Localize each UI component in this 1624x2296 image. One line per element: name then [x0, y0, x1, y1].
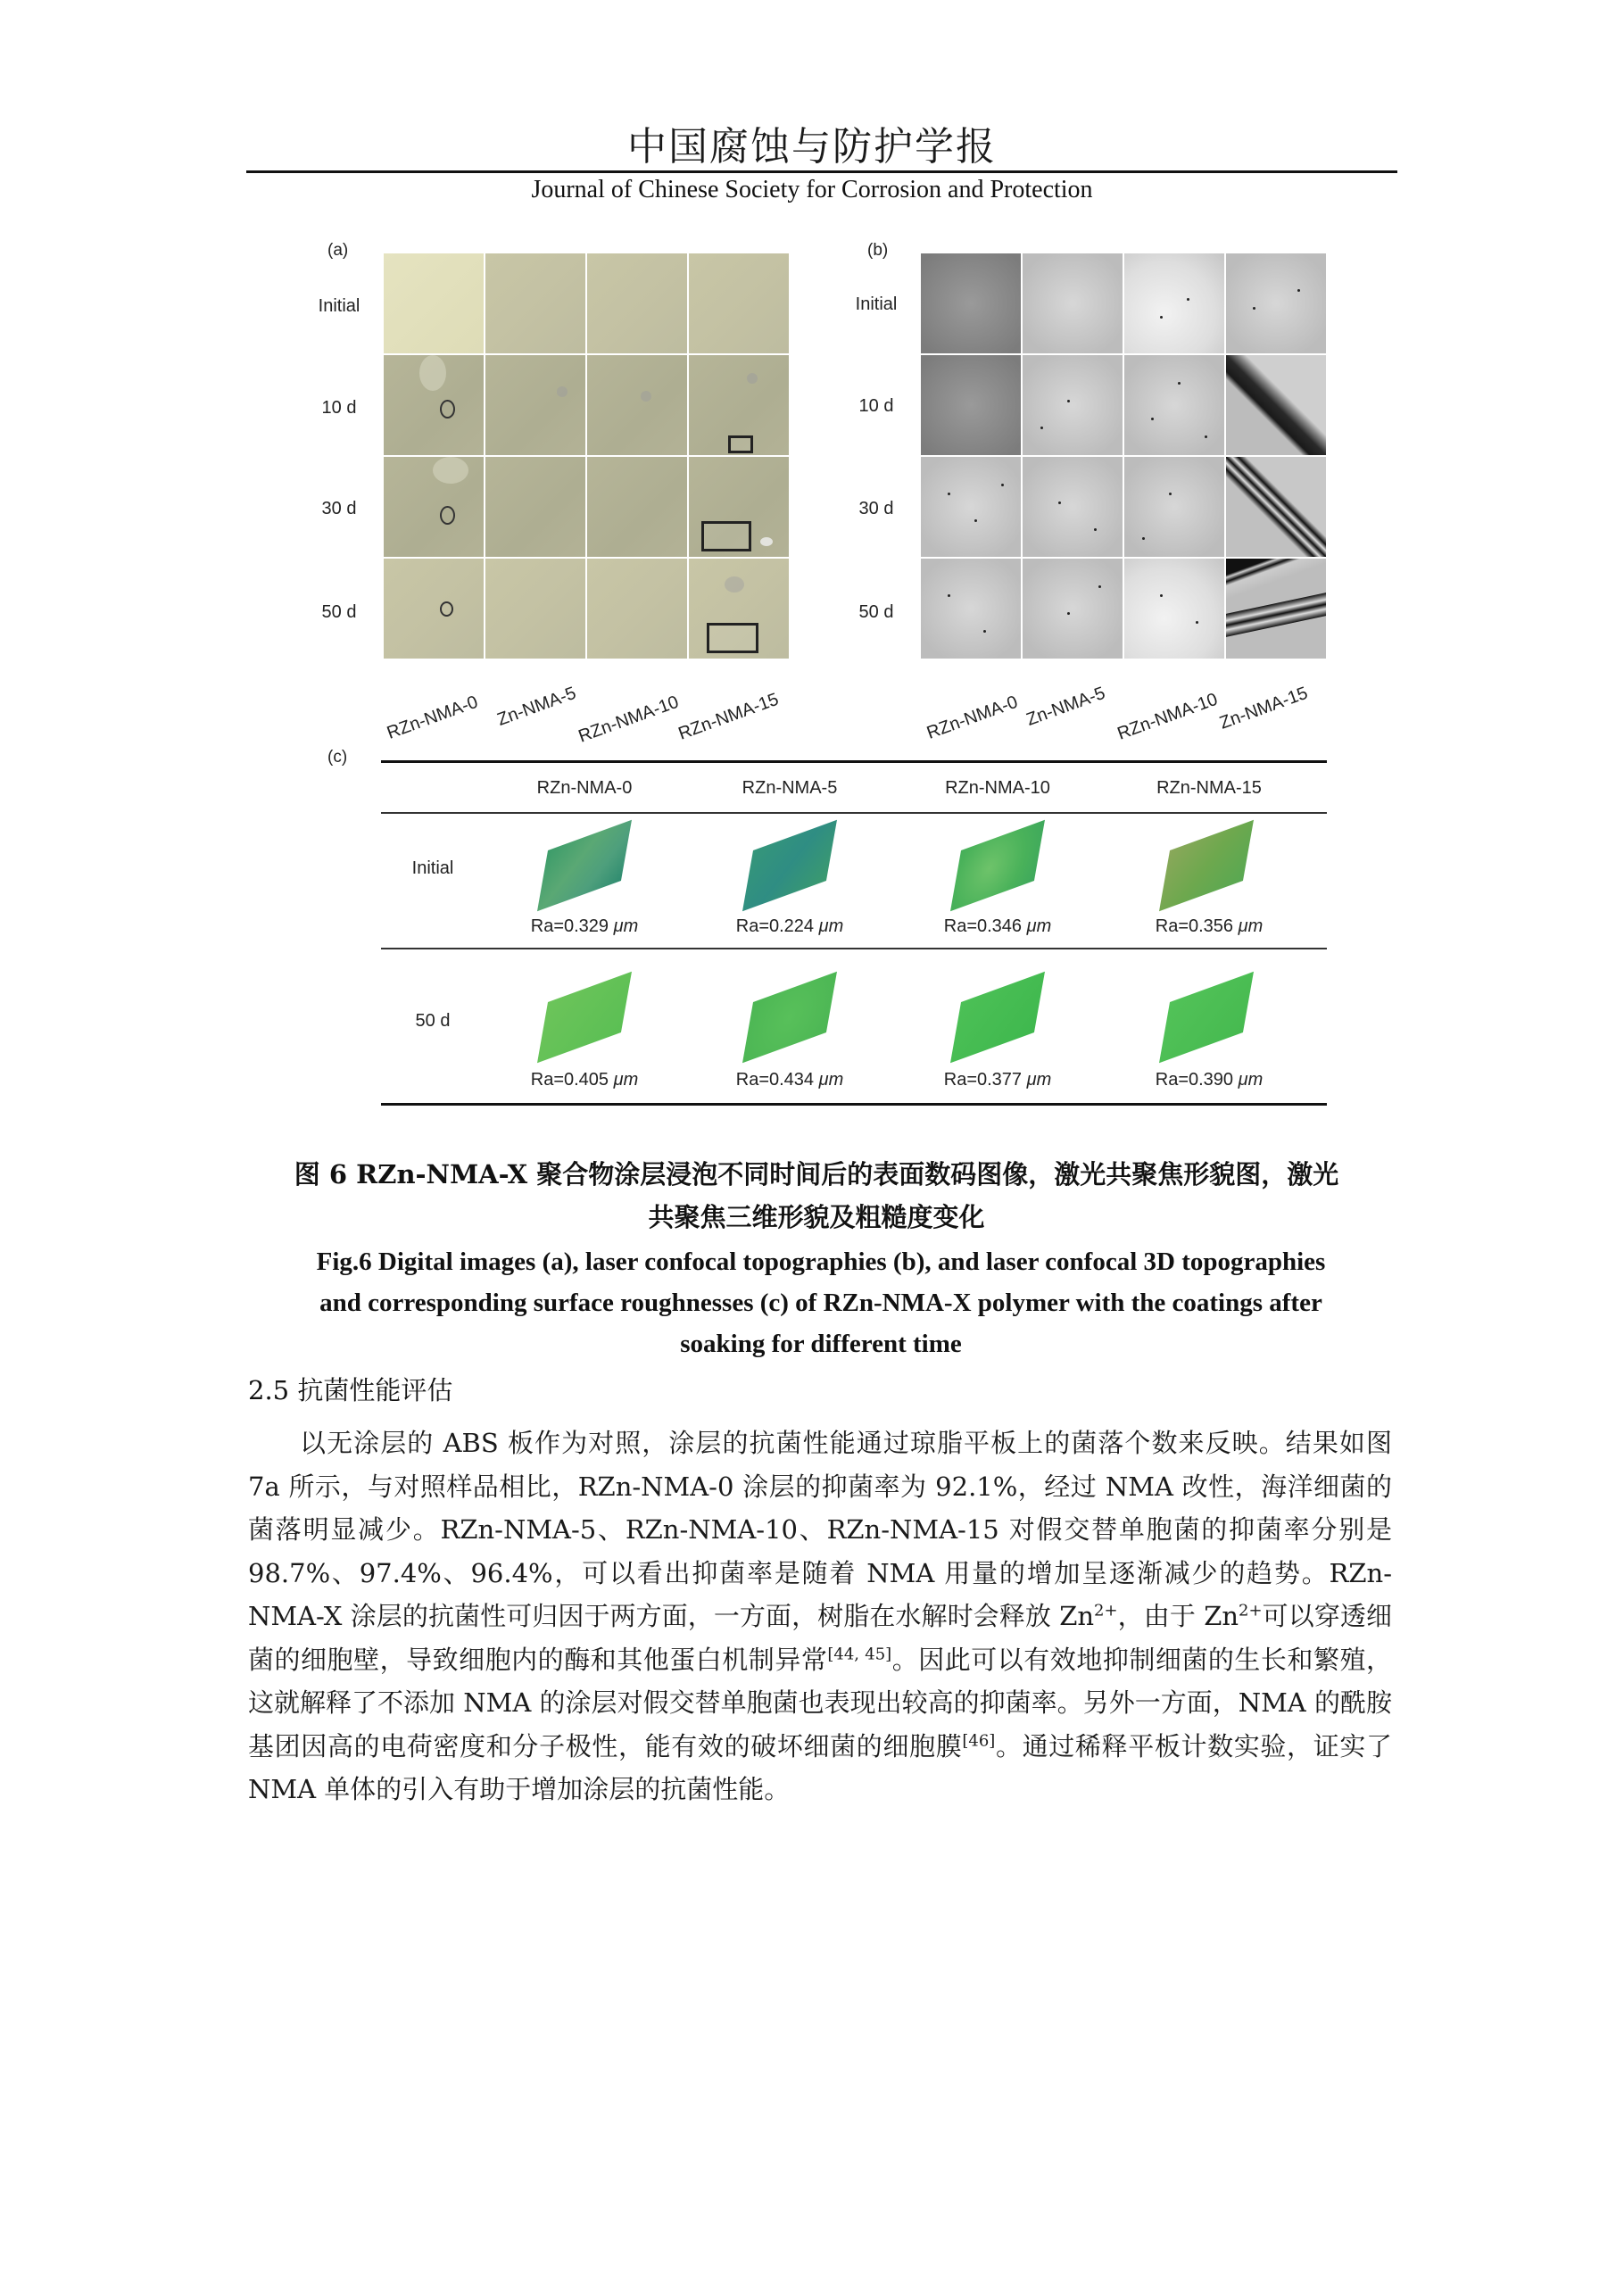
journal-title-en: Journal of Chinese Society for Corrosion and Protection [531, 176, 1093, 203]
panel-a-grid [384, 253, 790, 660]
table-col-header: RZn-NMA-10 [945, 778, 1050, 798]
3d-topography [504, 982, 665, 1071]
3d-topography [709, 830, 870, 919]
figure-caption-cn: 共聚焦三维形貌及粗糙度变化 [648, 1202, 985, 1232]
photo-tile [689, 253, 789, 353]
panel-a-col-label: RZn-NMA-15 [675, 689, 782, 744]
panel-b-row-label: Initial [855, 294, 898, 314]
panel-b-col-label: RZn-NMA-10 [1114, 689, 1221, 744]
figure-caption-en: soaking for different time [680, 1330, 962, 1358]
panel-a-label: (a) [327, 241, 349, 260]
roughness-value: Ra=0.329 μm [530, 916, 639, 936]
panel-a-col-label: RZn-NMA-0 [384, 692, 481, 743]
table-row-label: Initial [411, 858, 454, 878]
photo-tile [689, 559, 789, 659]
defect-box [701, 521, 751, 551]
defect-box [707, 623, 758, 653]
photo-tile [384, 559, 484, 659]
photo-tile [485, 559, 585, 659]
photo-tile [485, 457, 585, 557]
3d-topography [504, 830, 665, 919]
table-row-label: 50 d [415, 1011, 451, 1031]
photo-tile [587, 457, 687, 557]
citation[interactable]: [46] [962, 1730, 996, 1750]
3d-topography [709, 982, 870, 1071]
roughness-value: Ra=0.434 μm [735, 1070, 844, 1090]
body-paragraph: 以无涂层的 ABS 板作为对照，涂层的抗菌性能通过琼脂平板上的菌落个数来反映。结果如图 7a 所示，与对照样品相比，RZn-NMA-0 涂层的抑菌率为 92.1%，经过 NMA 改性，海洋细菌的菌落明显减少。RZn-NMA-5、RZn-NMA-10、RZn-NMA-15 对假交替单胞菌的抑菌率分别是 98.7%、97.4%、96.4%，可以看出抑菌率是随着 NMA 用量的增加呈逐渐减少的趋势。RZn-NMA-X 涂层的抗菌性可归因于两方面，一方面，树脂在水解时会释放 $Zn^{2+}$，由于 $Zn^{2+}$可以穿透细菌的细胞壁，导致细胞内的酶和其他蛋白机制异常[44, 45]。因此可以有效地抑制细菌的生长和繁殖，这就解释了不添加 NMA 的涂层对假交替单胞菌也表现出较高的抑菌率。另外一方面，NMA 的酰胺基团因高的电荷密度和分子极性，能有效的破坏细菌的细胞膜[46]。通过稀释平板计数实验，证实了 NMA 单体的引入有助于增加涂层的抗菌性能。 [248, 1428, 1392, 1804]
figure-caption-en: and corresponding surface roughnesses (c) of RZn-NMA-X polymer with the coatings after [319, 1289, 1322, 1317]
photo-tile [384, 253, 484, 353]
micrograph-tile [921, 355, 1021, 455]
micrograph-tile [921, 253, 1021, 353]
roughness-value: Ra=0.377 μm [943, 1070, 1052, 1090]
micrograph-tile [1124, 253, 1224, 353]
panel-a-row-label: 30 d [321, 499, 357, 518]
table-col-header: RZn-NMA-0 [536, 778, 633, 798]
photo-tile [587, 559, 687, 659]
micrograph-tile [1023, 457, 1123, 557]
micrograph-tile [1226, 457, 1326, 557]
photo-tile [689, 355, 789, 455]
panel-a-col-label: Zn-NMA-5 [494, 683, 579, 730]
micrograph-tile [1023, 559, 1123, 659]
micrograph-tile [1124, 355, 1224, 455]
panel-b-row-label: 50 d [858, 602, 894, 622]
defect-box [728, 435, 753, 453]
header-rule [246, 170, 1397, 173]
micrograph-tile [921, 559, 1021, 659]
photo-tile [384, 355, 484, 455]
roughness-value: Ra=0.405 μm [530, 1070, 639, 1090]
micrograph-tile [1023, 355, 1123, 455]
panel-a-row-label: Initial [318, 296, 360, 316]
3d-topography [917, 830, 1078, 919]
micrograph-tile [1124, 559, 1224, 659]
table-top-rule [381, 760, 1327, 763]
panel-a-row-label: 50 d [321, 602, 357, 622]
figure-caption-cn: 图 6 RZn-NMA-X 聚合物涂层浸泡不同时间后的表面数码图像，激光共聚焦形貌图，激光 [294, 1159, 1339, 1189]
journal-title-cn: 中国腐蚀与防护学报 [627, 124, 997, 170]
roughness-value: Ra=0.356 μm [1155, 916, 1264, 936]
panel-b-col-label: Zn-NMA-5 [1023, 683, 1108, 730]
micrograph-tile [1226, 559, 1326, 659]
micrograph-tile [1226, 355, 1326, 455]
table-col-header: RZn-NMA-15 [1156, 778, 1262, 798]
section-heading: 2.5 抗菌性能评估 [248, 1375, 453, 1405]
micrograph-tile [1124, 457, 1224, 557]
photo-tile [485, 355, 585, 455]
panel-c-label: (c) [327, 748, 348, 767]
panel-a-row-label: 10 d [321, 398, 357, 418]
panel-b-col-label: Zn-NMA-15 [1216, 683, 1311, 734]
micrograph-tile [921, 457, 1021, 557]
roughness-value: Ra=0.346 μm [943, 916, 1052, 936]
photo-tile [689, 457, 789, 557]
micrograph-tile [1226, 253, 1326, 353]
table-row-rule [381, 948, 1327, 949]
table-bottom-rule [381, 1103, 1327, 1106]
roughness-value: Ra=0.224 μm [735, 916, 844, 936]
citation[interactable]: [44, 45] [827, 1644, 892, 1663]
table-header-rule [381, 812, 1327, 814]
photo-tile [384, 457, 484, 557]
table-col-header: RZn-NMA-5 [742, 778, 838, 798]
roughness-value: Ra=0.390 μm [1155, 1070, 1264, 1090]
photo-tile [587, 355, 687, 455]
3d-topography [1126, 982, 1287, 1071]
panel-a-col-label: RZn-NMA-10 [576, 692, 682, 747]
micrograph-tile [1023, 253, 1123, 353]
panel-b-row-label: 30 d [858, 499, 894, 518]
photo-tile [485, 253, 585, 353]
panel-b-label: (b) [867, 241, 889, 260]
3d-topography [1126, 830, 1287, 919]
panel-b-row-label: 10 d [858, 396, 894, 416]
photo-tile [587, 253, 687, 353]
panel-b-grid [921, 253, 1327, 660]
3d-topography [917, 982, 1078, 1071]
panel-b-col-label: RZn-NMA-0 [924, 692, 1021, 743]
figure-caption-en: Fig.6 Digital images (a), laser confocal topographies (b), and laser confocal 3D topographies [316, 1247, 1326, 1276]
